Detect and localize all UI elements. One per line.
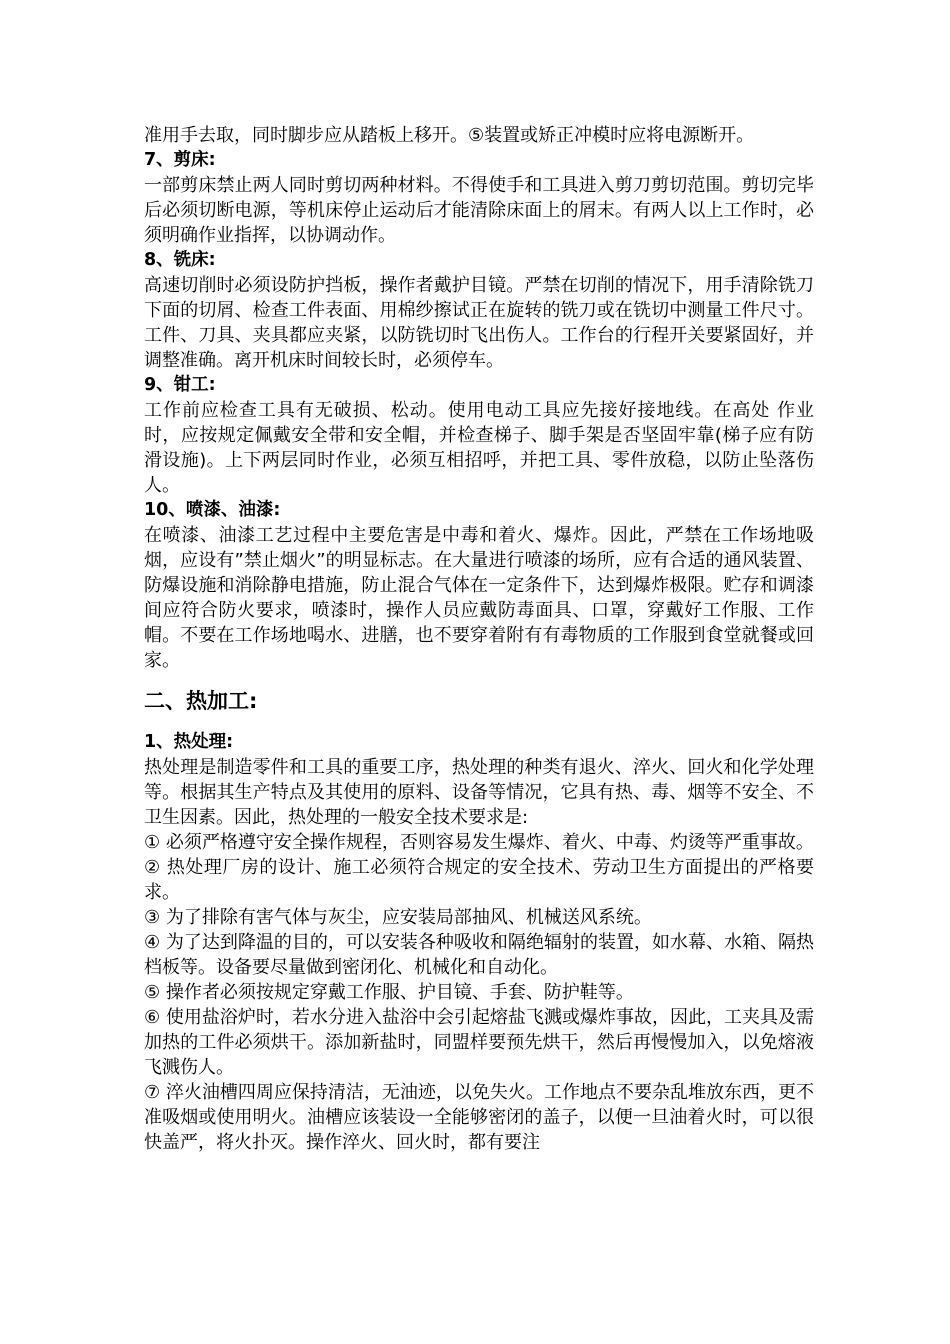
list-item-5: ⑤ 操作者必须按规定穿戴工作服、护目镜、手套、防护鞋等。 xyxy=(144,982,634,1003)
paragraph-shearing-machine: 一部剪床禁止两人同时剪切两种材料。不得使手和工具进入剪刀剪切范围。剪切完毕后必须切断电源，等机床停止运动后才能清除床面上的屑末。有两人以上工作时，必须明确作业指挥，以协调动作。 xyxy=(144,175,814,246)
section-heading-hot-working: 二、热加工: xyxy=(144,689,258,713)
paragraph-milling-machine: 高速切削时必须设防护挡板，操作者戴护目镜。严禁在切削的情况下，用手清除铣刀下面的切屑、检查工件表面、用棉纱擦试正在旋转的铣刀或在铣切中测量工件尺寸。工件、刀具、夹具都应夹紧，以防铣切时飞出伤人。工作台的行程开关要紧固好，并调整准确。离开机床时间较长时，必须停车。 xyxy=(144,275,814,371)
paragraph-heat-treatment-intro: 热处理是制造零件和工具的重要工序，热处理的种类有退火、淬火、回火和化学处理等。根据其生产特点及其使用的原料、设备等情况，它具有热、毒、烟等不安全、不卫生因素。因此，热处理的一般安全技术要求是: xyxy=(144,757,814,828)
list-item-2: ② 热处理厂房的设计、施工必须符合规定的安全技术、劳动卫生方面提出的严格要求。 xyxy=(144,857,814,903)
heading-fitter: 9、钳工: xyxy=(144,375,216,395)
list-item-1: ① 必须严格遵守安全操作规程，否则容易发生爆炸、着火、中毒、灼烫等严重事故。 xyxy=(144,832,814,853)
heading-heat-treatment: 1、热处理: xyxy=(144,732,234,752)
heading-milling-machine: 8、铣床: xyxy=(144,250,216,270)
heading-painting: 10、喷漆、油漆: xyxy=(144,500,281,520)
heading-shearing-machine: 7、剪床: xyxy=(144,150,216,170)
list-item-3: ③ 为了排除有害气体与灰尘，应安装局部抽风、机械送风系统。 xyxy=(144,907,652,928)
paragraph-fitter: 工作前应检查工具有无破损、松动。使用电动工具应先接好接地线。在高处 作业时，应按规定佩戴安全带和安全帽，并检查梯子、脚手架是否坚固牢靠(梯子应有防滑设施)。上下两层同时作业，必须互相招呼，并把工具、零件放稳，以防止坠落伤人。 xyxy=(144,400,814,496)
list-item-4: ④ 为了达到降温的目的，可以安装各种吸收和隔绝辐射的装置，如水幕、水箱、隔热档板等。设备要尽量做到密闭化、机械化和自动化。 xyxy=(144,932,814,978)
list-item-6: ⑥ 使用盐浴炉时，若水分进入盐浴中会引起熔盐飞溅或爆炸事故，因此，工夹具及需加热的工件必须烘干。添加新盐时，同盟样要预先烘干，然后再慢慢加入，以免熔液飞溅伤人。 xyxy=(144,1007,814,1078)
list-item-7: ⑦ 淬火油槽四周应保持清洁，无油迹，以免失火。工作地点不要杂乱堆放东西，更不准吸烟或使用明火。油槽应该装设一全能够密闭的盖子，以便一旦油着火时，可以很快盖严，将火扑灭。操作淬火、回火时，都有要注 xyxy=(144,1082,814,1153)
paragraph-painting: 在喷漆、油漆工艺过程中主要危害是中毒和着火、爆炸。因此，严禁在工作场地吸烟，应设有”禁止烟火”的明显标志。在大量进行喷漆的场所，应有合适的通风装置、防爆设施和消除静电措施，防止混合气体在一定条件下，达到爆炸极限。贮存和调漆间应符合防火要求，喷漆时，操作人员应戴防毒面具、口罩，穿戴好工作服、工作帽。不要在工作场地喝水、进膳，也不要穿着附有有毒物质的工作服到食堂就餐或回家。 xyxy=(144,525,814,671)
paragraph-punch-press-end: 准用手去取，同时脚步应从踏板上移开。⑤装置或矫正冲模时应将电源断开。 xyxy=(144,125,755,146)
document-page xyxy=(144,123,814,1155)
